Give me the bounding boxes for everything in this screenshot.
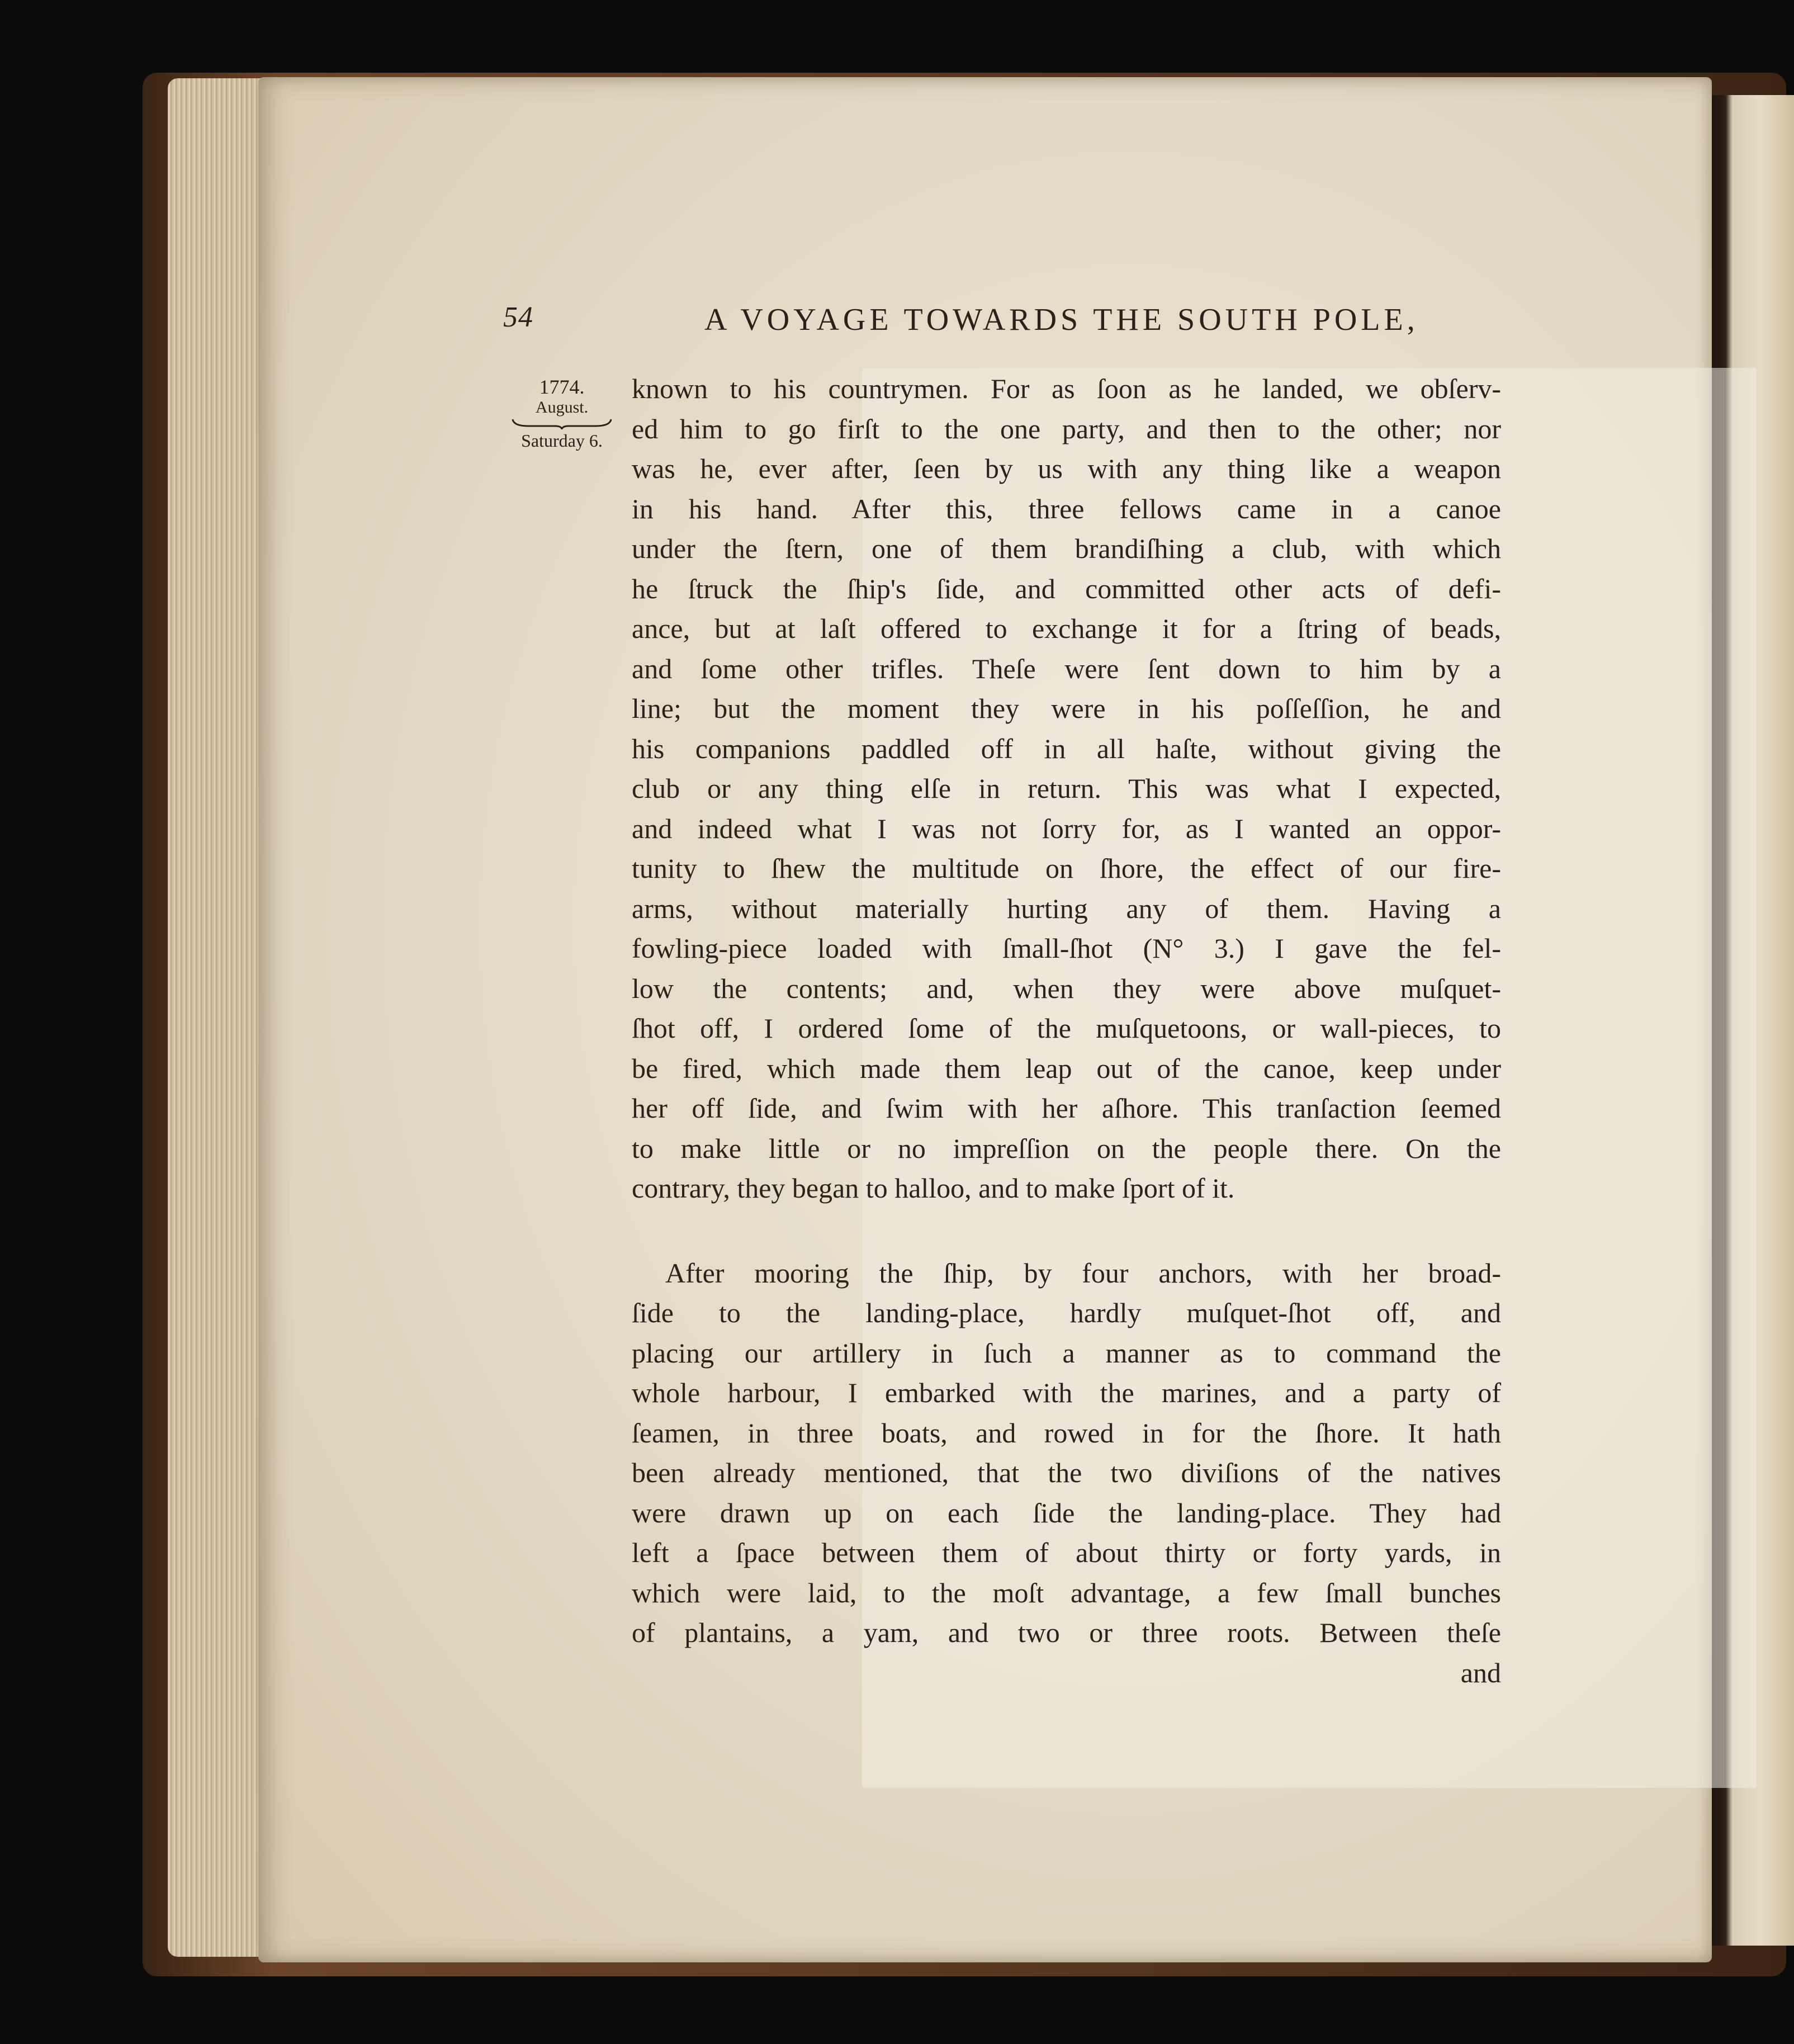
text-line: were drawn up on each ſide the landing-place. They had	[632, 1497, 1501, 1529]
text-line: club or any thing elſe in return. This was what I expected,	[632, 773, 1501, 804]
text-line: left a ſpace between them of about thirty or forty yards, in	[632, 1537, 1501, 1568]
text-line: contrary, they began to halloo, and to make ſport of it.	[632, 1172, 1235, 1204]
text-line: After mooring the ſhip, by four anchors, with her broad-	[665, 1257, 1501, 1289]
text-line: was he, ever after, ſeen by us with any thing like a weapon	[632, 453, 1501, 484]
text-line: whole harbour, I embarked with the marines, and a party of	[632, 1377, 1501, 1408]
catchword: and	[1460, 1657, 1501, 1688]
text-line: of plantains, a yam, and two or three roots. Between theſe	[632, 1617, 1501, 1648]
text-line: fowling-piece loaded with ſmall-ſhot (N° 3.) I gave the fel-	[632, 933, 1501, 964]
text-line: placing our artillery in ſuch a manner as to command the	[632, 1337, 1501, 1369]
margin-note	[506, 376, 618, 452]
text-line: he ſtruck the ſhip's ſide, and committed other acts of defi-	[632, 572, 1501, 604]
text-line: line; but the moment they were in his poſſeſſion, he and	[632, 693, 1501, 724]
text-line: and indeed what I was not ſorry for, as I wanted an oppor-	[632, 812, 1501, 844]
paragraph-1	[632, 369, 1501, 1209]
text-line: be fired, which made them leap out of the canoe, keep under	[632, 1052, 1501, 1084]
margin-month: August.	[535, 398, 589, 417]
text-line: her off ſide, and ſwim with her aſhore. This tranſaction ſeemed	[632, 1092, 1501, 1124]
text-line: which were laid, to the moſt advantage, a few ſmall bunches	[632, 1577, 1501, 1608]
text-line: and ſome other trifles. Theſe were ſent down to him by a	[632, 652, 1501, 684]
text-line: known to his countrymen. For as ſoon as he landed, we obſerv-	[632, 373, 1501, 404]
text-line: arms, without materially hurting any of them. Having a	[632, 892, 1501, 924]
text-line: ſeamen, in three boats, and rowed in for the ſhore. It hath	[632, 1417, 1501, 1449]
text-line: ed him to go firſt to the one party, and then to the other; nor	[632, 413, 1501, 444]
text-line: under the ſtern, one of them brandiſhing a club, with which	[632, 533, 1501, 564]
brace-icon	[506, 417, 618, 429]
text-line: his companions paddled off in all haſte, without giving the	[632, 732, 1501, 764]
text-line: ſide to the landing-place, hardly muſquet-ſhot off, and	[632, 1297, 1501, 1328]
text-line: been already mentioned, that the two diviſions of the natives	[632, 1457, 1501, 1488]
text-line: low the contents; and, when they were above muſquet-	[632, 972, 1501, 1004]
text-line: ſhot off, I ordered ſome of the muſquetoons, or wall-pieces, to	[632, 1012, 1501, 1044]
text-line: to make little or no impreſſion on the people there. On the	[632, 1132, 1501, 1164]
text-line: ance, but at laſt offered to exchange it for a ſtring of beads,	[632, 613, 1501, 644]
page-number: 54	[503, 301, 533, 333]
body-text	[632, 369, 1501, 1693]
running-head	[503, 301, 1515, 340]
text-line: in his hand. After this, three fellows came in a canoe	[632, 493, 1501, 524]
text-line: tunity to ſhew the multitude on ſhore, the effect of our fire-	[632, 853, 1501, 884]
page-title: A VOYAGE TOWARDS THE SOUTH POLE,	[704, 302, 1419, 337]
paragraph-gap	[632, 1209, 1501, 1253]
paragraph-2	[632, 1253, 1501, 1693]
margin-day: Saturday 6.	[521, 430, 603, 451]
margin-year: 1774.	[539, 376, 585, 398]
page-edges	[168, 78, 268, 1957]
